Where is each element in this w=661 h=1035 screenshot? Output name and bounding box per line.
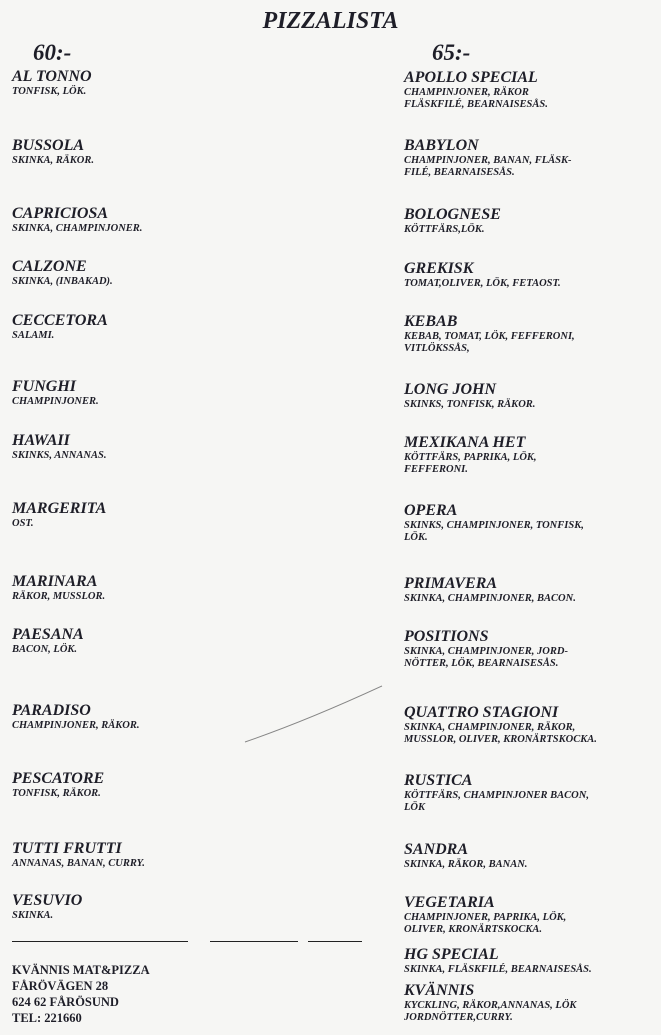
menu-item-hg-special <box>404 946 661 976</box>
menu-item-ingredients: KÖTTFÄRS,LÖK. <box>404 224 485 235</box>
menu-item-funghi <box>12 378 99 408</box>
menu-item-name: PARADISO <box>12 702 91 719</box>
menu-item-name: POSITIONS <box>404 628 489 645</box>
menu-item-calzone <box>12 258 113 288</box>
menu-item-ingredients: CHAMPINJONER. <box>12 396 99 407</box>
restaurant-address <box>12 962 150 1026</box>
menu-item-capriciosa <box>12 205 142 235</box>
menu-item-paesana <box>12 626 84 656</box>
menu-item-ingredients: SKINKA. <box>12 910 54 921</box>
menu-item-name: HAWAII <box>12 432 70 449</box>
menu-item-rustica <box>404 772 661 814</box>
menu-item-al-tonno <box>12 68 92 98</box>
menu-item-ingredients: SKINKS, CHAMPINJONER, TONFISK, LÖK. <box>404 520 584 543</box>
menu-item-ingredients: SKINKA, FLÄSKFILÉ, BEARNAISESÅS. <box>404 964 592 975</box>
menu-item-quattro-stagioni <box>404 704 661 746</box>
menu-item-name: BUSSOLA <box>12 137 85 154</box>
page-title: PIZZALISTA <box>262 8 399 34</box>
menu-item-ingredients: CHAMPINJONER, BANAN, FLÄSK- FILÉ, BEARNAISESÅS. <box>404 155 572 178</box>
menu-item-ingredients: BACON, LÖK. <box>12 644 78 655</box>
menu-item-name: VESUVIO <box>12 892 83 909</box>
menu-item-pescatore <box>12 770 104 800</box>
restaurant-name: KVÄNNIS MAT&PIZZA <box>12 963 150 977</box>
menu-item-name: PESCATORE <box>12 770 105 787</box>
menu-item-name: MEXIKANA HET <box>404 434 526 451</box>
menu-item-ingredients: SKINKA, CHAMPINJONER, RÄKOR, MUSSLOR, OLIVER, KRONÄRTSKOCKA. <box>404 722 597 745</box>
menu-item-babylon <box>404 137 661 179</box>
menu-item-name: KVÄNNIS <box>404 982 475 999</box>
menu-item-ingredients: KÖTTFÄRS, CHAMPINJONER BACON, LÖK <box>404 790 589 813</box>
menu-item-name: MARINARA <box>12 573 98 590</box>
phone-number: TEL: 221660 <box>12 1011 82 1025</box>
menu-item-name: VEGETARIA <box>404 894 495 911</box>
menu-item-ingredients: SKINKS, TONFISK, RÄKOR. <box>404 399 536 410</box>
menu-item-ingredients: ANNANAS, BANAN, CURRY. <box>12 858 145 869</box>
menu-item-name: OPERA <box>404 502 458 519</box>
menu-item-name: BOLOGNESE <box>404 206 501 223</box>
menu-item-opera <box>404 502 661 544</box>
menu-item-ingredients: SKINKA, RÄKOR. <box>12 155 94 166</box>
postal-address: 624 62 FÅRÖSUND <box>12 995 119 1009</box>
menu-item-ceccetora <box>12 312 108 342</box>
menu-item-name: CAPRICIOSA <box>12 205 109 222</box>
menu-item-name: GREKISK <box>404 260 474 277</box>
menu-item-marinara <box>12 573 105 603</box>
menu-item-name: CECCETORA <box>12 312 108 329</box>
menu-item-ingredients: SKINKA, CHAMPINJONER, BACON. <box>404 593 576 604</box>
menu-item-grekisk <box>404 260 661 290</box>
menu-item-primavera <box>404 575 661 605</box>
menu-item-name: APOLLO SPECIAL <box>404 69 538 86</box>
menu-item-ingredients: TOMAT,OLIVER, LÖK, FETAOST. <box>404 278 561 289</box>
menu-item-ingredients: SKINKS, ANNANAS. <box>12 450 107 461</box>
menu-item-name: BABYLON <box>404 137 479 154</box>
menu-item-name: LONG JOHN <box>404 381 496 398</box>
menu-item-tutti-frutti <box>12 840 145 870</box>
divider-line <box>210 941 298 942</box>
menu-item-ingredients: TONFISK, LÖK. <box>12 86 87 97</box>
menu-item-ingredients: KEBAB, TOMAT, LÖK, FEFFERONI, VITLÖKSSÅS, <box>404 331 575 354</box>
menu-item-ingredients: CHAMPINJONER, PAPRIKA, LÖK, OLIVER, KRONÄRTSKOCKA. <box>404 912 567 935</box>
divider-line <box>12 941 188 942</box>
menu-item-ingredients: CHAMPINJONER, RÄKOR FLÄSKFILÉ, BEARNAISESÅS. <box>404 87 548 110</box>
menu-item-name: TUTTI FRUTTI <box>12 840 122 857</box>
menu-item-name: FUNGHI <box>12 378 77 395</box>
menu-item-kebab <box>404 313 661 355</box>
menu-item-bussola <box>12 137 94 167</box>
price-header-60: 60:- <box>33 40 72 65</box>
menu-item-ingredients: KÖTTFÄRS, PAPRIKA, LÖK, FEFFERONI. <box>404 452 537 475</box>
menu-item-name: RUSTICA <box>404 772 473 789</box>
menu-item-ingredients: OST. <box>12 518 34 529</box>
menu-item-name: PAESANA <box>12 626 84 643</box>
menu-item-sandra <box>404 841 661 871</box>
menu-item-margerita <box>12 500 106 530</box>
menu-item-ingredients: TONFISK, RÄKOR. <box>12 788 101 799</box>
menu-item-ingredients: KYCKLING, RÄKOR,ANNANAS, LÖK JORDNÖTTER,CURRY. <box>404 1000 577 1023</box>
menu-item-name: HG SPECIAL <box>404 946 499 963</box>
menu-item-ingredients: SKINKA, CHAMPINJONER, JORD- NÖTTER, LÖK, BEARNAISESÅS. <box>404 646 568 669</box>
menu-item-name: PRIMAVERA <box>404 575 498 592</box>
menu-item-ingredients: SKINKA, RÄKOR, BANAN. <box>404 859 528 870</box>
menu-item-ingredients: CHAMPINJONER, RÄKOR. <box>12 720 140 731</box>
pen-stroke-mark <box>240 680 390 750</box>
price-header-65: 65:- <box>432 40 471 65</box>
menu-item-name: MARGERITA <box>12 500 107 517</box>
menu-item-ingredients: SKINKA, (INBAKAD). <box>12 276 113 287</box>
menu-item-ingredients: RÄKOR, MUSSLOR. <box>12 591 106 602</box>
divider-line <box>308 941 362 942</box>
menu-item-vesuvio <box>12 892 82 922</box>
menu-item-name: CALZONE <box>12 258 87 275</box>
menu-item-name: AL TONNO <box>12 68 92 85</box>
menu-item-ingredients: SKINKA, CHAMPINJONER. <box>12 223 143 234</box>
menu-item-apollo-special <box>404 69 661 111</box>
menu-item-ingredients: SALAMI. <box>12 330 55 341</box>
menu-item-mexikana-het <box>404 434 661 476</box>
menu-item-hawaii <box>12 432 106 462</box>
street-address: FÅRÖVÄGEN 28 <box>12 979 109 993</box>
menu-item-paradiso <box>12 702 140 732</box>
menu-item-name: QUATTRO STAGIONI <box>404 704 559 721</box>
menu-item-kvannis <box>404 982 661 1024</box>
menu-item-long-john <box>404 381 661 411</box>
menu-item-name: KEBAB <box>404 313 458 330</box>
menu-item-positions <box>404 628 661 670</box>
menu-item-name: SANDRA <box>404 841 469 858</box>
menu-item-vegetaria <box>404 894 661 936</box>
menu-item-bolognese <box>404 206 661 236</box>
